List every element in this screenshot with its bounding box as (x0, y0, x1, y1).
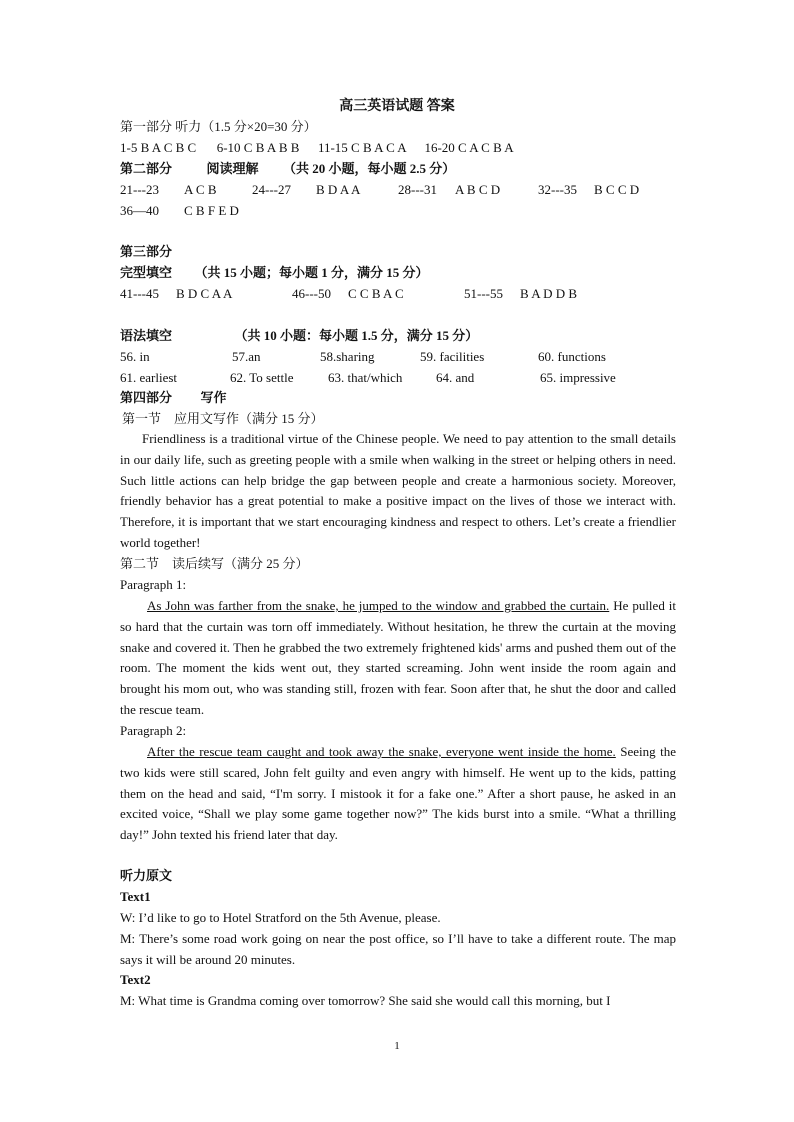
paragraph2-opening: After the rescue team caught and took away the snake, everyone went inside the home. (147, 744, 616, 759)
answer-keys: A C B (184, 182, 217, 197)
part3-heading: 第三部分 (120, 244, 173, 259)
part2-heading: 第二部分 (120, 161, 173, 176)
grammar-answer: 65. impressive (540, 370, 616, 385)
answer-keys: B C C D (594, 182, 640, 197)
text1-man-line: M: There’s some road work going on near the post office, so I’ll have to take a different route. The map says it will be around 20 minutes. (120, 931, 676, 967)
cloze-heading-row (120, 263, 429, 283)
paragraph1-body: He pulled it so hard that the curtain was torn off immediately. Without hesitation, he threw the curtain at the moving snake and covered it. Then he grabbed the two extremely frightened kids' arms and pushed them out of the room. The moment the kids went out, they started screaming. John went inside the room again and brought his mom out, who was standing still, frozen with fear. Soon after that, he shut the door and called the rescue team. (120, 598, 676, 717)
paragraph1-label: Paragraph 1: (120, 577, 187, 592)
answer-keys: B A D D B (520, 286, 578, 301)
grammar-answer: 59. facilities (420, 349, 485, 364)
grammar-answer: 57.an (232, 349, 261, 364)
grammar-answer: 63. that/which (328, 370, 403, 385)
answer-keys: A B C D (455, 182, 501, 197)
answer-range-label: 36—40 (120, 203, 159, 218)
section2-heading: 第二节 读后续写（满分 25 分） (120, 556, 309, 571)
answer-range-label: 28---31 (398, 182, 437, 197)
part2-subheading: 阅读理解 (206, 161, 259, 176)
answer-group: 16-20 C A C B A (424, 140, 514, 155)
grammar-heading: 语法填空 (120, 328, 173, 343)
answer-group: 6-10 C B A B B (216, 140, 300, 155)
listening-heading: 听力原文 (120, 868, 173, 883)
part1-heading: 第一部分 听力（1.5 分×20=30 分） (120, 119, 317, 134)
grammar-answer: 64. and (436, 370, 475, 385)
text1-woman-line: W: I’d like to go to Hotel Stratford on the 5th Avenue, please. (120, 910, 441, 925)
grammar-answer: 58.sharing (320, 349, 375, 364)
part2-note: （共 20 小题，每小题 2.5 分） (283, 161, 456, 176)
page-title: 高三英语试题 答案 (339, 99, 455, 114)
answer-range-label: 46---50 (292, 286, 331, 301)
answer-keys: B D C A A (176, 286, 233, 301)
grammar-answer: 61. earliest (120, 370, 178, 385)
page-number: 1 (394, 1040, 400, 1052)
answer-group: 1-5 B A C B C (120, 140, 197, 155)
paragraph1-text (120, 596, 676, 721)
cloze-note: （共 15 小题；每小题 1 分，满分 15 分） (194, 265, 429, 280)
section1-essay: Friendliness is a traditional virtue of the Chinese people. We need to pay attention to the small details in our daily life, such as greeting people with a smile when walking in the street or helping others in need. Such little actions can help bridge the gap between people and create a harmonious society. Moreover, friendly behavior has a great potential to make a positive impact on the lives of those we interact with. Therefore, it is important that we start encouraging kindness and respect to others. Let’s create a friendlier world together! (120, 431, 676, 550)
grammar-note: （共 10 小题：每小题 1.5 分，满分 15 分） (234, 328, 479, 343)
answer-keys: C C B A C (348, 286, 404, 301)
paragraph1-opening: As John was farther from the snake, he jumped to the window and grabbed the curtain. (147, 598, 610, 613)
text2-man-line: M: What time is Grandma coming over tomorrow? She said she would call this morning, but I (120, 993, 611, 1008)
section1-heading: 第一节 应用文写作（满分 15 分） (122, 411, 324, 426)
answer-group: 11-15 C B A C A (317, 140, 406, 155)
text1-label: Text1 (120, 889, 151, 904)
cloze-heading: 完型填空 (120, 265, 173, 280)
part4-heading: 第四部分 (120, 390, 173, 405)
answer-keys: B D A A (316, 182, 361, 197)
part4-heading-row (120, 388, 227, 408)
answer-range-label: 51---55 (464, 286, 503, 301)
grammar-answer: 62. To settle (230, 370, 294, 385)
part4-subheading: 写作 (200, 390, 227, 405)
answer-range-label: 41---45 (120, 286, 159, 301)
grammar-answer: 56. in (120, 349, 150, 364)
paragraph2-text (120, 742, 676, 846)
answer-range-label: 21---23 (120, 182, 159, 197)
grammar-heading-row (120, 326, 478, 346)
answer-range-label: 32---35 (538, 182, 577, 197)
paragraph2-label: Paragraph 2: (120, 723, 187, 738)
paragraph2-body: Seeing the two kids were still scared, John felt guilty and even angry with himself. He went up to the kids, patting them on the head and said, “I'm sorry. I mistook it for a fake one.” After a short pause, he asked in an excited voice, “Shall we play some game together now?” The kids burst into a smile. “What a thrilling day!” John texted his friend later that day. (120, 744, 676, 843)
answer-range-label: 24---27 (252, 182, 291, 197)
grammar-answer: 60. functions (538, 349, 606, 364)
part1-answers (120, 138, 514, 158)
answer-keys: C B F E D (184, 203, 239, 218)
text2-label: Text2 (120, 972, 151, 987)
part2-heading-row (120, 159, 455, 179)
